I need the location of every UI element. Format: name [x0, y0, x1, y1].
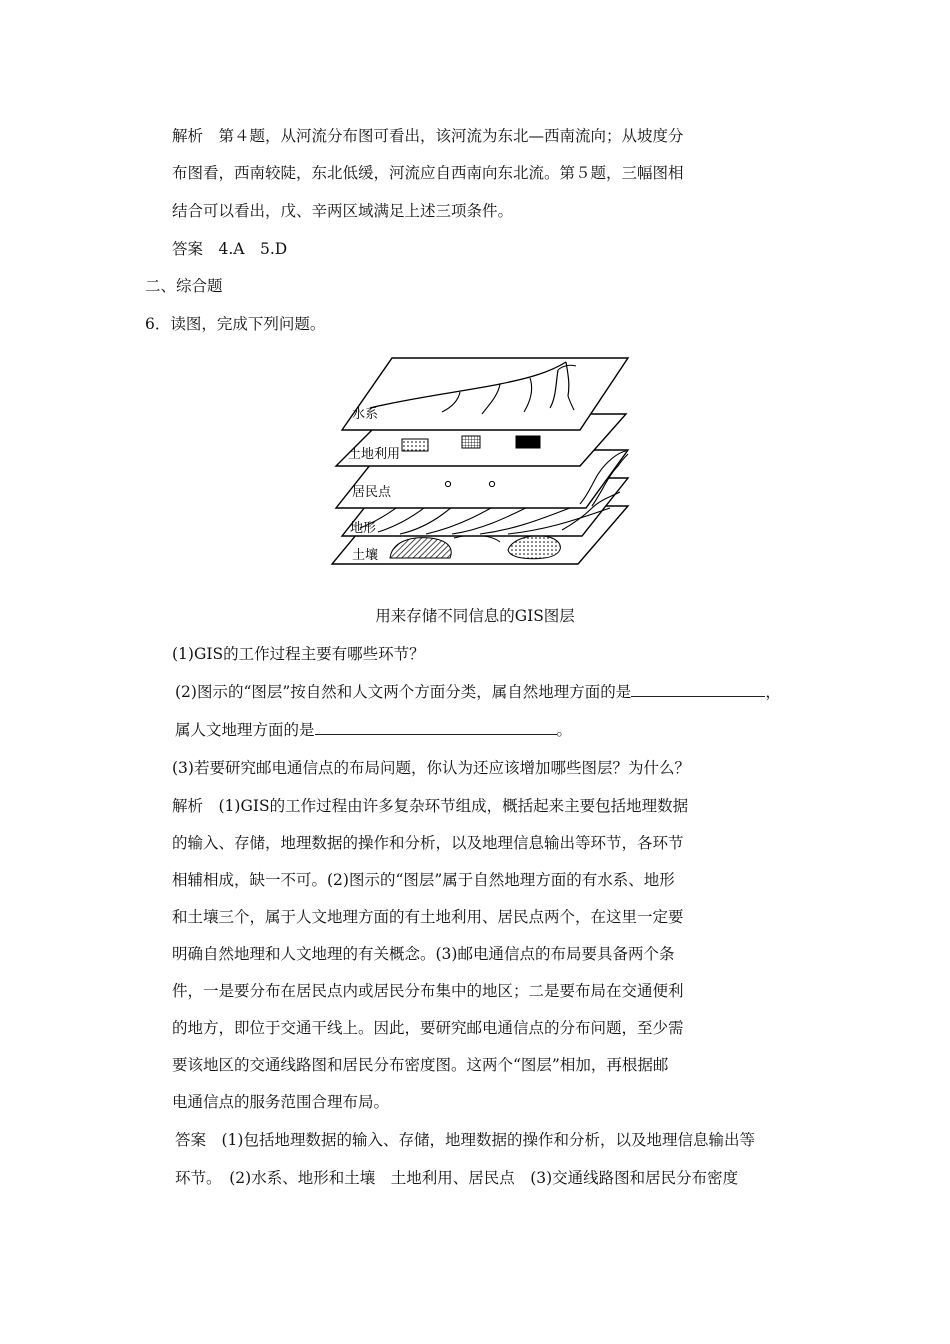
question-2-text-b: 属人文地理方面的是 — [175, 721, 315, 739]
answer-prev: 答案 4.A 5.D — [172, 240, 288, 258]
analysis-line: 的输入、存储，地理数据的操作和分析，以及地理信息输出等环节，各环节 — [172, 834, 684, 852]
layer-label-land-use: 土地利用 — [348, 447, 401, 462]
layer-label-soil: 土壤 — [352, 548, 379, 563]
question-2-line-2 — [175, 720, 572, 740]
section-title: 二、综合题 — [145, 277, 223, 295]
analysis-line: 要该地区的交通线路图和居民分布密度图。这两个“图层”相加，再根据邮 — [172, 1056, 669, 1074]
analysis-line: 和土壤三个，属于人文地理方面的有土地利用、居民点两个，在这里一定要 — [172, 908, 684, 926]
analysis-prev-line-3: 结合可以看出，戊、辛两区域满足上述三项条件。 — [172, 202, 514, 220]
analysis-line: 电通信点的服务范围合理布局。 — [172, 1093, 390, 1111]
analysis-line: 解析 (1)GIS的工作过程由许多复杂环节组成，概括起来主要包括地理数据 — [172, 797, 689, 815]
layer-water-system — [342, 358, 628, 430]
analysis-line: 相辅相成，缺一不可。(2)图示的“图层”属于自然地理方面的有水系、地形 — [172, 871, 675, 889]
question-stem: 6．读图，完成下列问题。 — [145, 315, 326, 333]
question-3: (3)若要研究邮电通信点的布局问题，你认为还应该增加哪些图层？为什么？ — [172, 759, 690, 777]
analysis-line: 明确自然地理和人文地理的有关概念。(3)邮电通信点的布局要具备两个条 — [172, 945, 675, 963]
question-2-end: 。 — [556, 721, 573, 739]
question-2-text-a: (2)图示的“图层”按自然和人文两个方面分类，属自然地理方面的是 — [175, 683, 632, 701]
layer-label-terrain: 地形 — [350, 521, 377, 536]
question-1: (1)GIS的工作过程主要有哪些环节？ — [172, 645, 425, 663]
question-2-line-1 — [175, 682, 781, 702]
analysis-prev-line-2: 布图看，西南较陡，东北低缓，河流应自西南向东北流。第５题，三幅图相 — [172, 164, 684, 182]
question-2-separator: ， — [765, 683, 781, 701]
layer-label-water: 水系 — [352, 407, 379, 422]
answer-line-1: 答案 (1)包括地理数据的输入、存储，地理数据的操作和分析，以及地理信息输出等 — [175, 1131, 755, 1149]
gis-layers-figure — [330, 352, 630, 574]
analysis-line: 的地方，即位于交通干线上。因此，要研究邮电通信点的分布问题，至少需 — [172, 1019, 684, 1037]
answer-blank-natural[interactable] — [631, 682, 765, 697]
layer-label-settlement: 居民点 — [352, 485, 392, 500]
analysis-line: 件，一是要分布在居民点内或居民分布集中的地区；二是要布局在交通便利 — [172, 982, 684, 1000]
answer-blank-human[interactable] — [315, 720, 557, 735]
analysis-prev-line-1: 解析 第４题，从河流分布图可看出，该河流为东北—西南流向；从坡度分 — [172, 127, 684, 145]
figure-caption: 用来存储不同信息的GIS图层 — [375, 607, 575, 625]
answer-line-2: 环节。 (2)水系、地形和土壤 土地利用、居民点 (3)交通线路图和居民分布密度 — [175, 1169, 739, 1187]
